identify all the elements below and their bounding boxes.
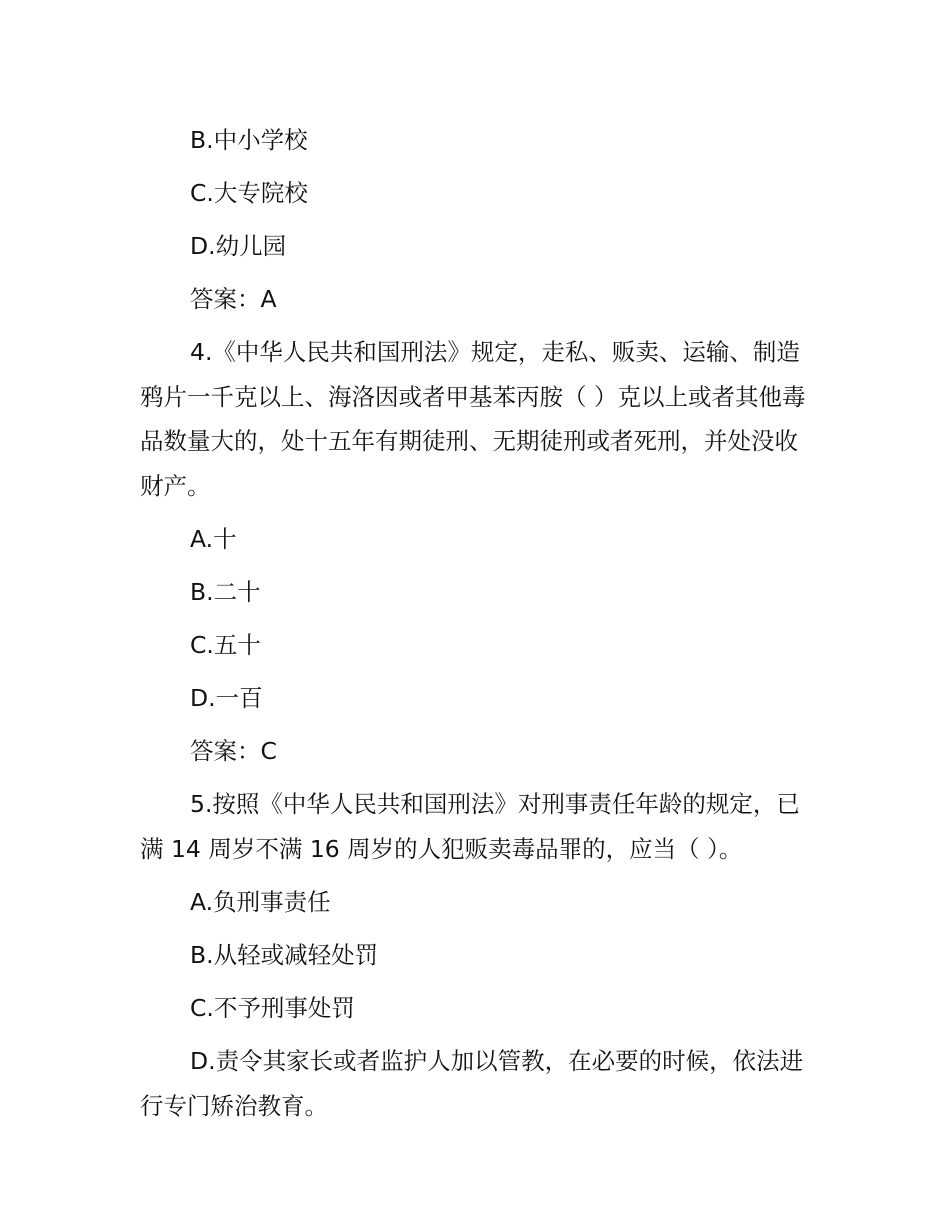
- option-d-q3: D.幼儿园: [190, 232, 287, 260]
- option-b-q4: B.二十: [190, 578, 261, 606]
- option-d-q5: D.责令其家长或者监护人加以管教，在必要的时候，依法进行专门矫治教育。: [140, 1047, 804, 1120]
- option-a-q4: A.十: [190, 525, 237, 553]
- answer-q3: 答案：A: [190, 285, 277, 313]
- option-b-q5: B.从轻或减轻处罚: [190, 941, 379, 969]
- option-a-q5: A.负刑事责任: [190, 888, 331, 916]
- option-c-q4: C.五十: [190, 631, 261, 659]
- question-4: 4.《中华人民共和国刑法》规定，走私、贩卖、运输、制造鸦片一千克以上、海洛因或者甲基苯丙胺（ ）克以上或者其他毒品数量大的，处十五年有期徒刑、无期徒刑或者死刑，并处没收财产。: [140, 338, 806, 500]
- answer-q4: 答案：C: [190, 737, 277, 765]
- option-c-q3: C.大专院校: [190, 179, 308, 207]
- option-c-q5: C.不予刑事处罚: [190, 994, 355, 1022]
- document-body: [140, 118, 812, 1137]
- option-d-q4: D.一百: [190, 684, 263, 712]
- question-5: 5.按照《中华人民共和国刑法》对刑事责任年龄的规定，已满 14 周岁不满 16 周岁的人犯贩卖毒品罪的，应当（ ）。: [140, 790, 800, 863]
- option-b-q3: B.中小学校: [190, 126, 308, 154]
